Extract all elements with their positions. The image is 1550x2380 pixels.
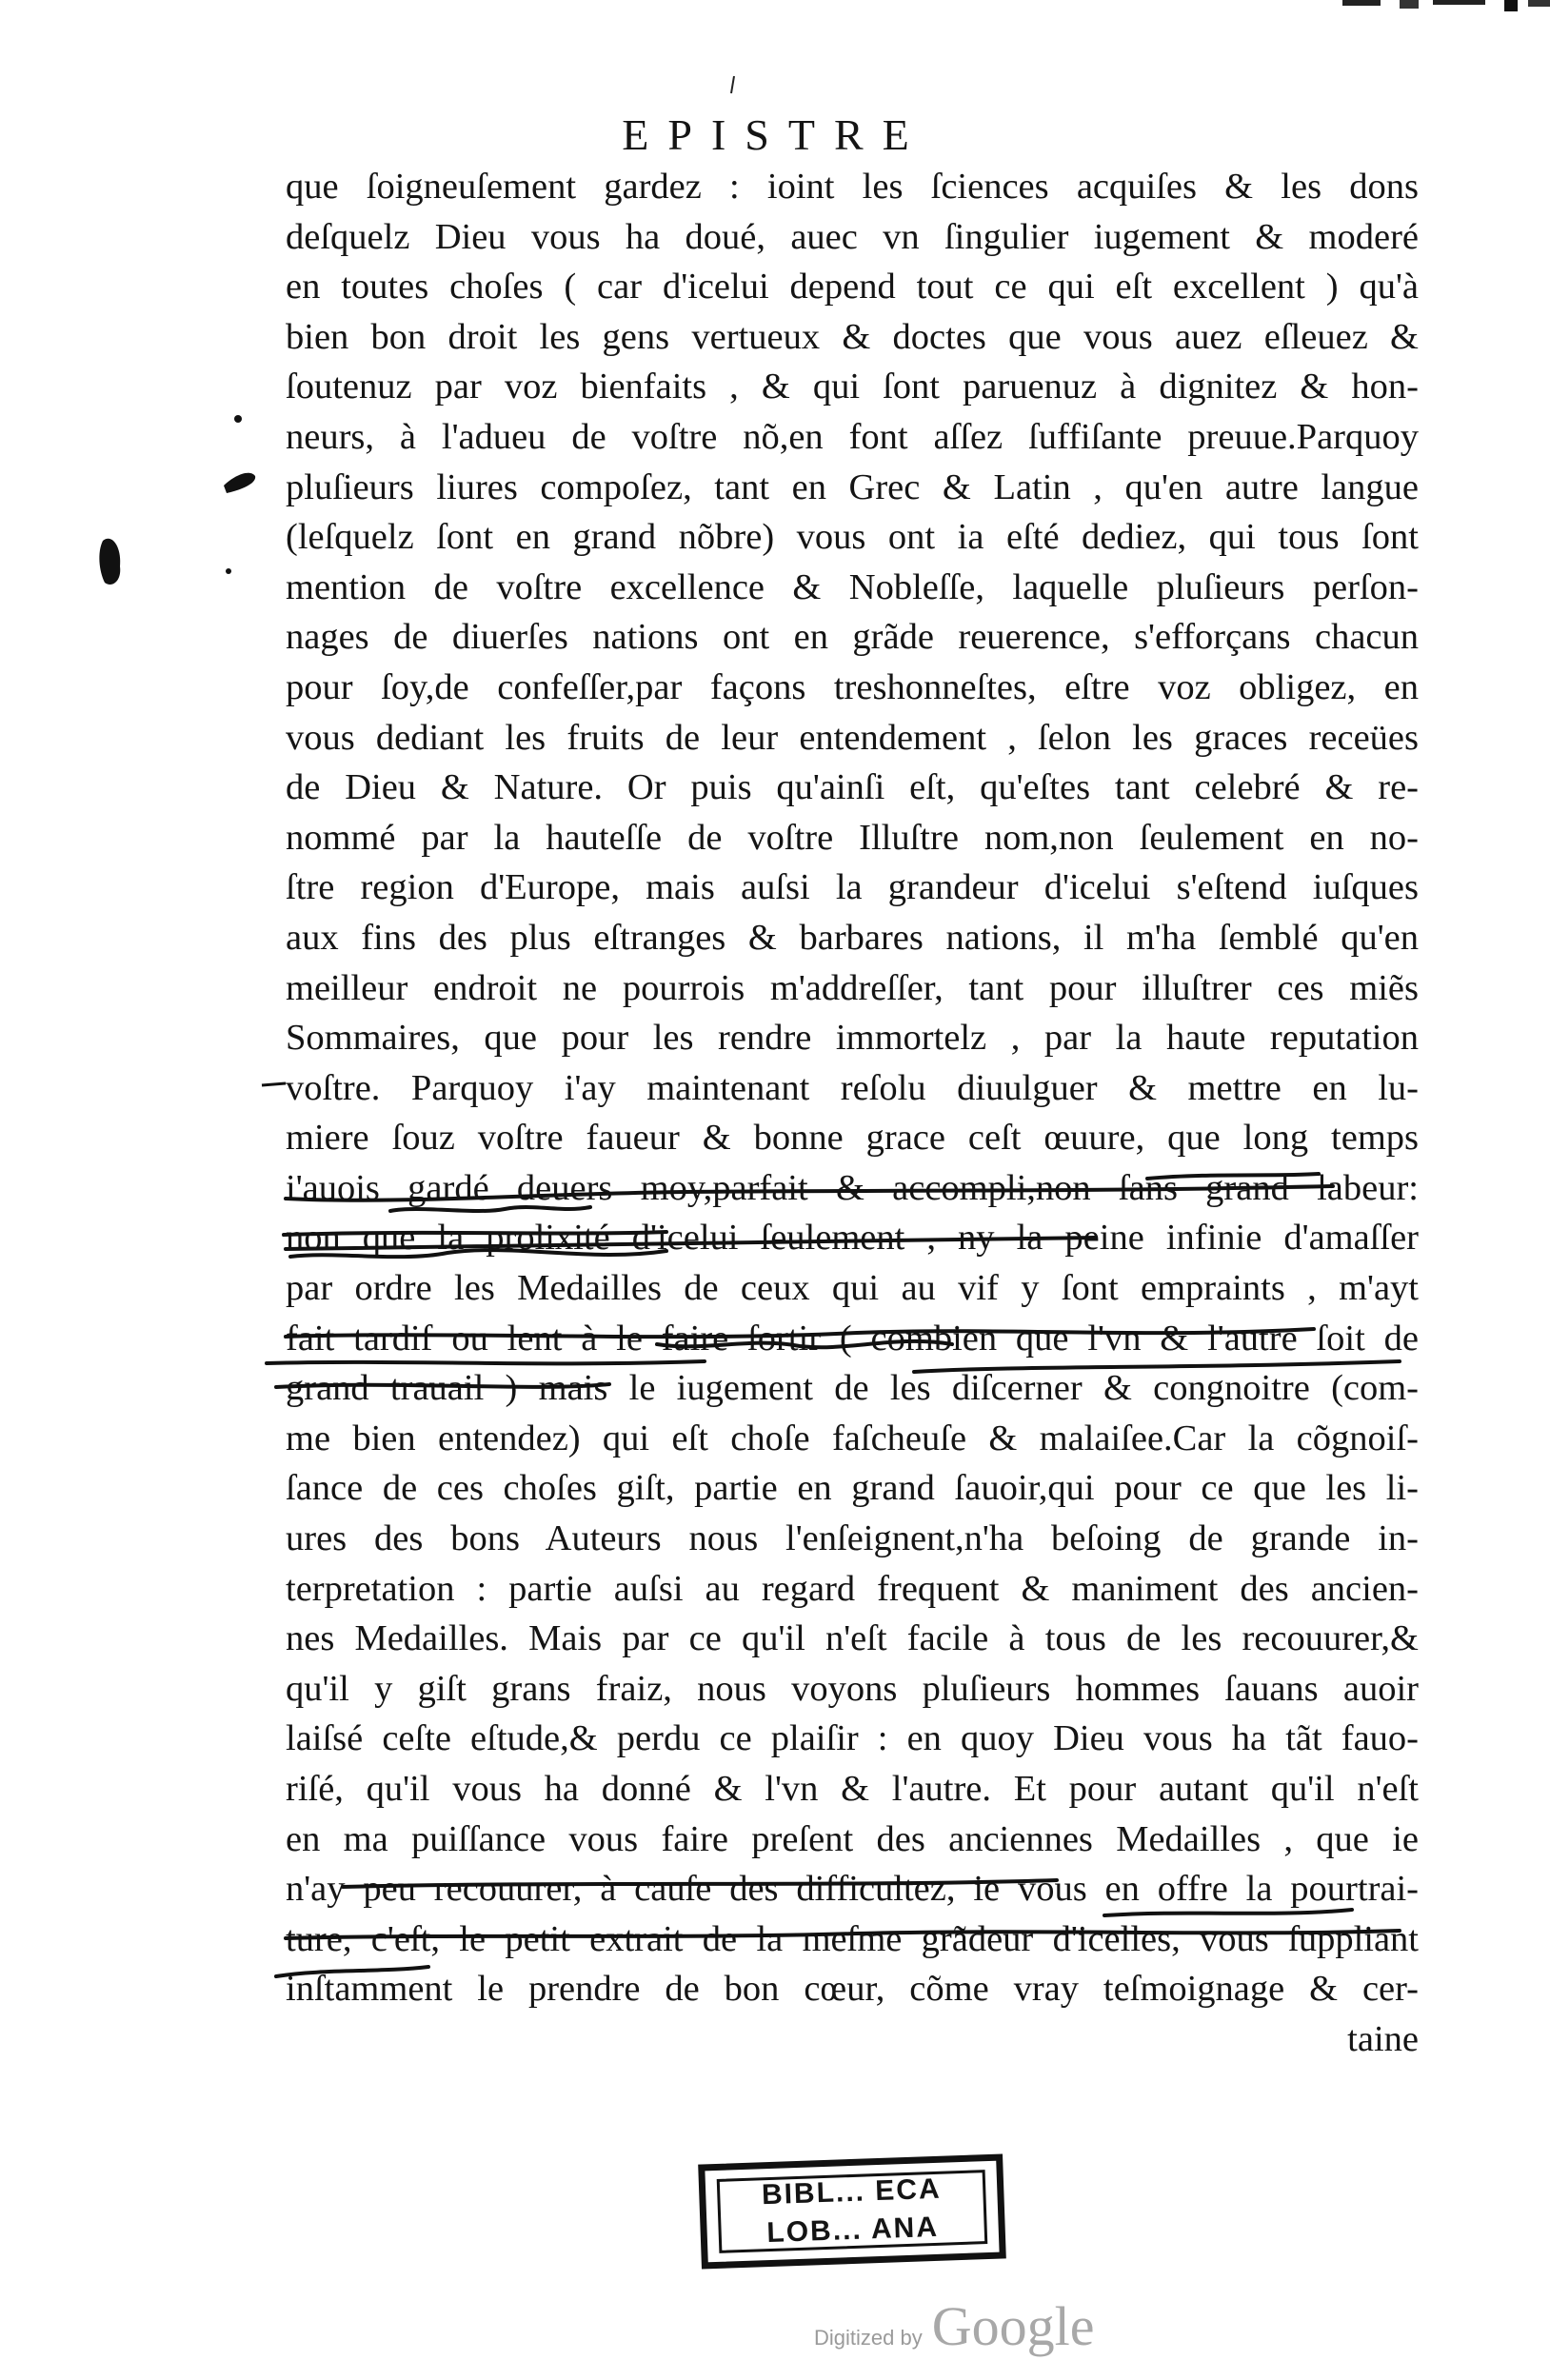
header-tick-mark xyxy=(728,74,738,95)
stamp-line-1: BIBL... ECA xyxy=(761,2172,943,2211)
text-line: en toutes choſes ( car d'icelui depend tout ce qui eſt excellent ) qu'à xyxy=(286,267,1419,307)
text-line: ſance de ces choſes giſt, partie en grand ſauoir,qui pour ce que les li- xyxy=(286,1468,1419,1509)
text-line: neurs, à l'adueu de voſtre nõ,en font aſſez ſuffiſante preuue.Parquoy xyxy=(286,416,1419,457)
text-line: fait tardif ou lent à le faire ſortir ( combien que l'vn & l'autre ſoit de xyxy=(286,1318,1419,1359)
text-line: meilleur endroit ne pourrois m'addreſſer, tant pour illuſtrer ces miẽs xyxy=(286,967,1419,1008)
text-line: inſtamment le prendre de bon cœur, cõme vray teſmoignage & cer- xyxy=(286,1969,1419,2010)
text-line: n'ay peu recouurer, à cauſe des difficultez, ie vous en offre la pourtrai- xyxy=(286,1869,1419,1910)
text-line: pluſieurs liures compoſez, tant en Grec & Latin , qu'en autre langue xyxy=(286,466,1419,507)
epistre-body-text xyxy=(286,162,1419,2065)
text-line: par ordre les Medailles de ceux qui au vif y ſont emprai​nts , m'ayt xyxy=(286,1268,1419,1309)
text-line: vous dediant les fruits de leur entendement , ſelon les graces receües xyxy=(286,717,1419,758)
text-line: ſoutenuz par voz bienfaits , & qui ſont paruenuz à dignitez & hon- xyxy=(286,367,1419,407)
text-line: en ma puiſſance vous faire preſent des anciennes Medailles , que ie xyxy=(286,1818,1419,1859)
text-line: qu'il y giſt grans fraiz, nous voyons pluſieurs hommes ſauans auoir xyxy=(286,1668,1419,1709)
text-line: de Dieu & Nature. Or puis qu'ainſi eſt, qu'eſtes tant celebré & re- xyxy=(286,767,1419,808)
text-line: terpretation : partie auſsi au regard frequent & maniment des ancien- xyxy=(286,1568,1419,1609)
text-line: laiſsé ceſte eſtude,& perdu ce plaiſir : en quoy Dieu vous ha tãt fauo- xyxy=(286,1718,1419,1759)
digitized-by-google-watermark xyxy=(814,2294,1095,2357)
text-line: ures des bons Auteurs nous l'enſeignent,n'ha beſoing de grande in- xyxy=(286,1518,1419,1559)
page-header: EPISTRE xyxy=(622,110,928,159)
text-line: ture, c'eſt, le petit extrait de la meſme grãdeur d'icelles, vous ſuppliant xyxy=(286,1918,1419,1959)
text-line: miere ſouz voſtre faueur & bonne grace ceſt œuure, que long temps xyxy=(286,1118,1419,1159)
text-line: grand trauail ) mais le iugement de les diſcerner & congnoitre (com- xyxy=(286,1368,1419,1409)
text-line: riſé, qu'il vous ha donné & l'vn & l'autre. Et pour autant qu'il n'eſt xyxy=(286,1769,1419,1809)
text-line: deſquelz Dieu vous ha doué, auec vn ſingulier iugement & moderé xyxy=(286,216,1419,257)
text-line: mention de voſtre excellence & Nobleſſe, laquelle pluſieurs perſon- xyxy=(286,566,1419,607)
text-line: nommé par la hauteſſe de voſtre Illuſtre nom,non ſeulement en no- xyxy=(286,817,1419,858)
text-line: ſtre region d'Europe, mais auſsi la grandeur d'icelui s'eſtend iuſques xyxy=(286,867,1419,908)
text-line: nes Medailles. Mais par ce qu'il n'eſt facile à tous de les recouurer,& xyxy=(286,1618,1419,1659)
top-edge-smudge xyxy=(1333,0,1550,19)
digitized-by-text: Digitized by xyxy=(814,2326,923,2350)
catchword: taine xyxy=(1347,2018,1419,2059)
text-line: aux fins des plus eſtranges & barbares nations, il m'ha ſemblé qu'en xyxy=(286,917,1419,958)
text-line: bien bon droit les gens vertueux & doctes que vous auez eſleuez & xyxy=(286,316,1419,357)
text-line: (leſquelz ſont en grand nõbre) vous ont ia eſté dediez, qui tous ſont xyxy=(286,517,1419,558)
text-line: que ſoigneuſement gardez : ioint les ſciences acquiſes & les dons xyxy=(286,167,1419,207)
google-logo-text: Google xyxy=(931,2295,1095,2357)
text-line: Sommaires, que pour les rendre immortelz , par la haute reputation xyxy=(286,1018,1419,1059)
stamp-line-2: LOB... ANA xyxy=(765,2211,940,2250)
text-line: non que la prolixité d'icelui ſeulement , ny la peine infinie d'amaſſer xyxy=(286,1218,1419,1259)
margin-ink-marks xyxy=(0,0,286,1333)
text-line: pour ſoy,de confeſſer,par façons treshonneſtes, eſtre voz obligez, en xyxy=(286,666,1419,707)
library-stamp xyxy=(698,2153,1006,2269)
text-line: i'auois gardé deuers moy,parfait & accompli,non ſans grand labeur: xyxy=(286,1167,1419,1208)
text-line: nages de diuerſes nations ont en grãde reuerence, s'efforçans chacun xyxy=(286,617,1419,658)
text-line: me bien entendez) qui eſt choſe faſcheuſe & malaiſee.Car la cõgnoiſ- xyxy=(286,1418,1419,1458)
text-line: voſtre. Parquoy i'ay maintenant reſolu diuulguer & mettre en lu- xyxy=(286,1067,1419,1108)
